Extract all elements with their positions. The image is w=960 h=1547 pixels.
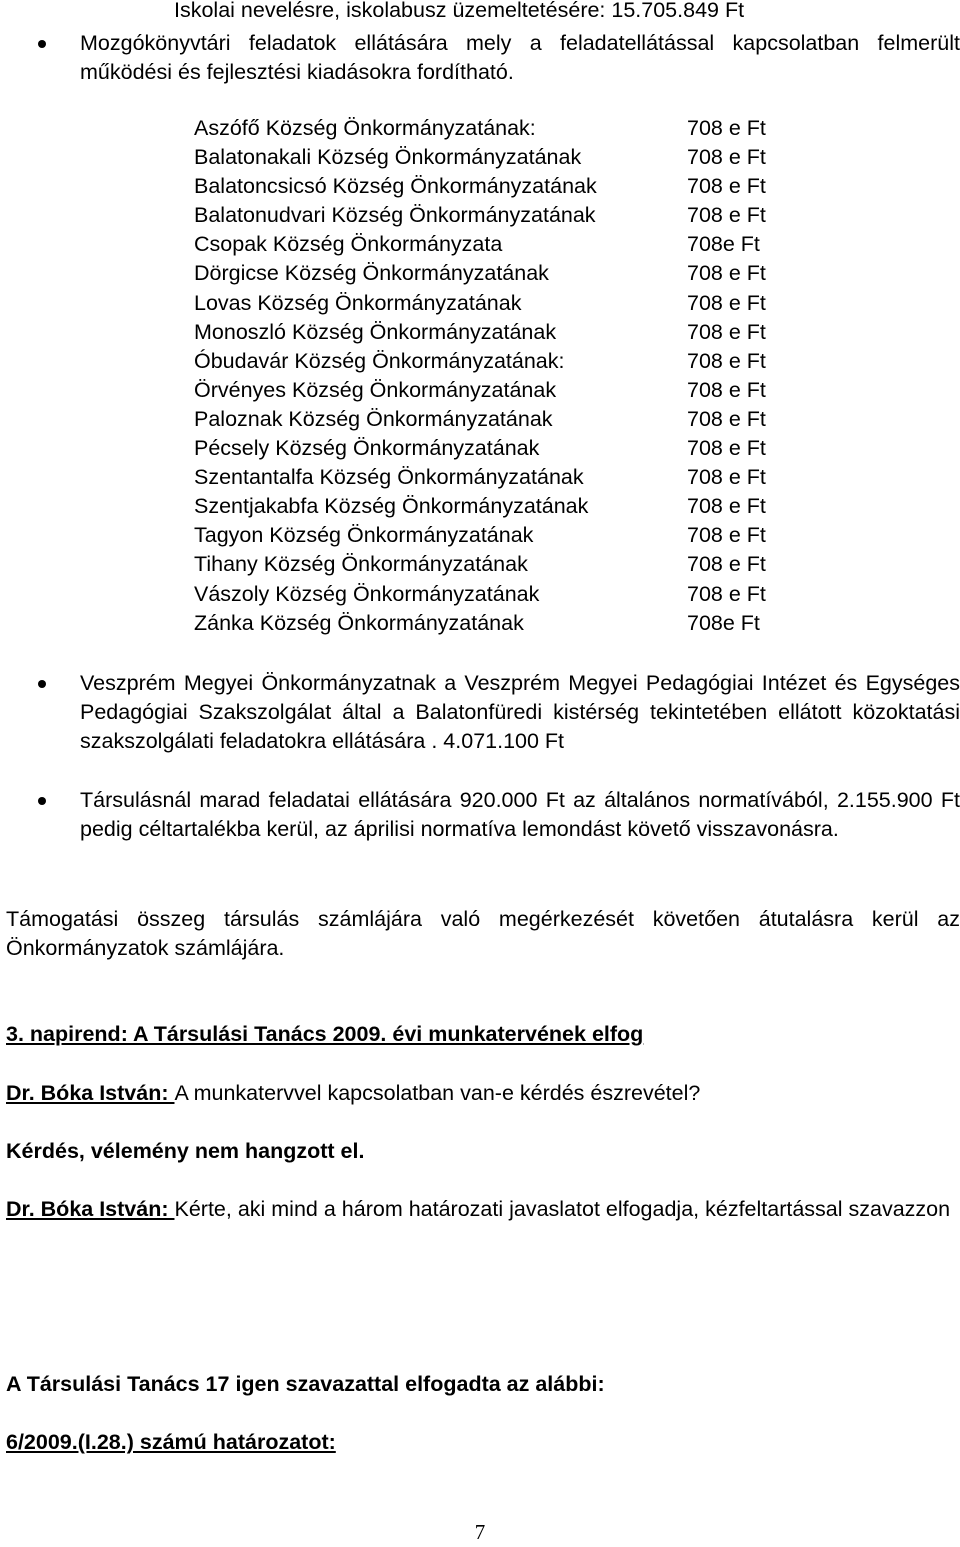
allocation-row — [194, 550, 794, 579]
allocation-amount: 708 e Ft — [687, 290, 766, 315]
allocation-row — [194, 492, 794, 521]
allocation-amount: 708 e Ft — [687, 436, 766, 461]
allocation-amount: 708 e Ft — [687, 465, 766, 490]
speaker-text: Kérte, aki mind a három határozati javaslatot elfogadja, kézfeltartással szavazzon — [174, 1197, 951, 1221]
allocation-row — [194, 289, 794, 318]
allocation-amount: 708 e Ft — [687, 116, 766, 140]
allocation-row — [194, 201, 794, 230]
transfer-paragraph: Támogatási összeg társulás számlájára való megérkezését követően átutalásra kerül az Önkormányzatok számlájára. — [6, 907, 960, 960]
list-item-mozgokonyvtar — [80, 29, 960, 87]
allocation-amount: 708 e Ft — [687, 145, 766, 170]
list-item-text: Mozgókönyvtári feladatok ellátására mely a feladatellátással kapcsolatban felmerült működési és fejlesztési kiadásokra fordítható. — [80, 31, 960, 84]
speaker-text: A munkatervvel kapcsolatban van-e kérdés észrevétel? — [174, 1081, 701, 1105]
municipality-name: Paloznak Község Önkormányzatának — [194, 406, 553, 431]
municipality-name: Lovas Község Önkormányzatának — [194, 290, 522, 315]
allocation-row — [194, 230, 794, 259]
municipality-name: Balatonakali Község Önkormányzatának — [194, 145, 582, 170]
allocation-amount: 708 e Ft — [687, 406, 766, 431]
municipality-name: Óbudavár Község Önkormányzatának: — [194, 348, 565, 373]
municipality-name: Balatoncsicsó Község Önkormányzatának — [194, 174, 597, 199]
allocation-row — [194, 434, 794, 463]
bullet-icon — [38, 680, 46, 688]
allocation-row — [194, 143, 794, 172]
list-item-tarsulas — [80, 786, 960, 844]
municipality-name: Aszófő Község Önkormányzatának: — [194, 116, 536, 140]
allocation-amount: 708 e Ft — [687, 377, 766, 402]
allocation-amount: 708 e Ft — [687, 581, 766, 606]
municipality-name: Szentjakabfa Község Önkormányzatának — [194, 494, 589, 519]
municipality-name: Zánka Község Önkormányzatának — [194, 610, 524, 635]
allocation-amount: 708 e Ft — [687, 203, 766, 228]
speaker-name: Dr. Bóka István: — [6, 1197, 175, 1221]
resolution-number: 6/2009.(I.28.) számú határozatot: — [6, 1430, 336, 1454]
municipality-name: Tihany Község Önkormányzatának — [194, 552, 528, 577]
allocation-amount: 708 e Ft — [687, 174, 766, 199]
allocation-row — [194, 259, 794, 288]
allocation-amount: 708 e Ft — [687, 552, 766, 577]
allocation-row — [194, 463, 794, 492]
page-number: 7 — [474, 1520, 486, 1544]
agenda-heading: 3. napirend: A Társulási Tanács 2009. évi munkatervének elfog — [6, 1022, 644, 1046]
allocation-amount: 708 e Ft — [687, 348, 766, 373]
municipality-name: Örvényes Község Önkormányzatának — [194, 377, 557, 402]
allocation-amount: 708 e Ft — [687, 319, 766, 344]
speaker-name: Dr. Bóka István: — [6, 1081, 175, 1105]
bullet-icon — [38, 40, 46, 48]
bullet-icon — [38, 797, 46, 805]
allocation-row — [194, 376, 794, 405]
allocation-row — [194, 318, 794, 347]
municipality-name: Tagyon Község Önkormányzatának — [194, 523, 534, 548]
municipality-name: Pécsely Község Önkormányzatának — [194, 436, 540, 461]
continued-line: Iskolai nevelésre, iskolabusz üzemeltetésére: 15.705.849 Ft — [174, 0, 745, 22]
allocation-row — [194, 405, 794, 434]
municipality-name: Csopak Község Önkormányzata — [194, 232, 503, 257]
no-questions-note: Kérdés, vélemény nem hangzott el. — [6, 1139, 365, 1163]
list-item-text: Társulásnál marad feladatai ellátására 920.000 Ft az általános normatívából, 2.155.900 Ft pedig céltartalékba kerül, az áprilisi normatíva lemondást követő visszavonásra. — [80, 788, 960, 841]
allocation-table — [194, 114, 794, 638]
allocation-row — [194, 114, 794, 143]
list-item-text: Veszprém Megyei Önkormányzatnak a Veszprém Megyei Pedagógiai Intézet és Egységes Pedagógiai Szakszolgálat által a Balatonfüredi kistérség tekintetében ellátott közoktatási szakszolgálati feladatokra ellátására . 4.071.100 Ft — [80, 671, 960, 753]
allocation-amount: 708 e Ft — [687, 494, 766, 519]
municipality-name: Monoszló Község Önkormányzatának — [194, 319, 557, 344]
allocation-row — [194, 521, 794, 550]
allocation-row — [194, 347, 794, 376]
municipality-name: Vászoly Község Önkormányzatának — [194, 581, 540, 606]
allocation-row — [194, 609, 794, 638]
allocation-amount: 708 e Ft — [687, 261, 766, 286]
speaker-vote-call — [6, 1195, 960, 1224]
speaker-question — [6, 1079, 960, 1108]
list-item-veszprem — [80, 669, 960, 756]
allocation-row — [194, 172, 794, 201]
allocation-amount: 708 e Ft — [687, 523, 766, 548]
allocation-amount: 708e Ft — [687, 232, 760, 257]
vote-result: A Társulási Tanács 17 igen szavazattal elfogadta az alábbi: — [6, 1372, 605, 1396]
allocation-row — [194, 580, 794, 609]
municipality-name: Szentantalfa Község Önkormányzatának — [194, 465, 584, 490]
municipality-name: Dörgicse Község Önkormányzatának — [194, 261, 549, 286]
allocation-amount: 708e Ft — [687, 610, 760, 635]
municipality-name: Balatonudvari Község Önkormányzatának — [194, 203, 596, 228]
